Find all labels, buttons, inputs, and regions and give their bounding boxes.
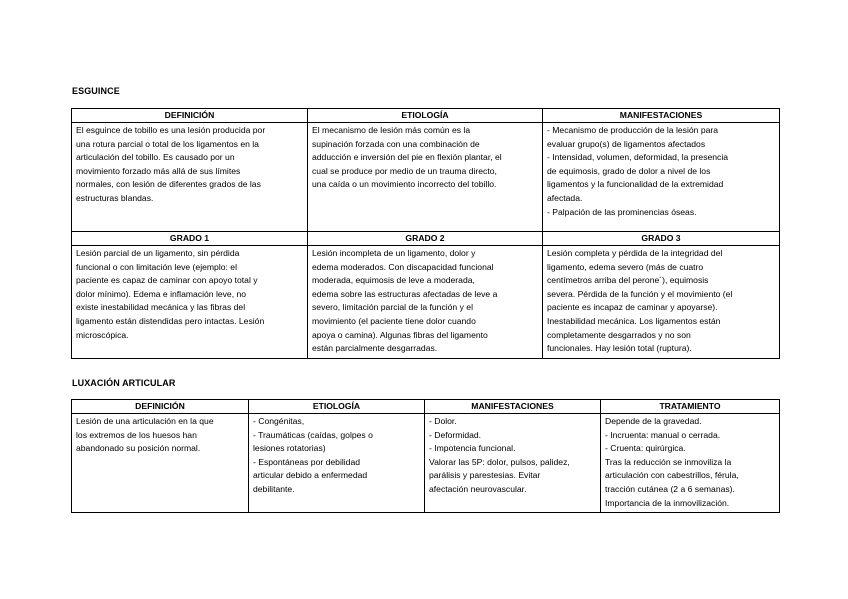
text-line: funcional o con limitación leve (ejemplo: el — [76, 261, 237, 272]
text-line: - Traumáticas (caídas, golpes o — [253, 429, 373, 440]
text-line: paciente es incapaz de caminar y apoyarse). — [547, 302, 718, 313]
text-line: afectación neurovascular. — [429, 483, 527, 494]
text-line: articulación con cabestrillos, férula, — [605, 470, 739, 481]
text-line: articulación del tobillo. Es causado por un — [76, 152, 235, 163]
section-title-luxacion: LUXACIÓN ARTICULAR — [72, 378, 176, 388]
text-line: paciente es capaz de caminar con apoyo total y — [76, 275, 258, 286]
cell-grado-1 — [72, 246, 308, 359]
cell-grado-3 — [543, 246, 780, 359]
col-header-manifestaciones: MANIFESTACIONES — [425, 400, 601, 414]
text-line: ligamento están distendidas pero intactas. Lesión — [76, 315, 265, 326]
text-line: - Dolor. — [429, 416, 457, 426]
text-line: una rotura parcial o total de los ligamentos en la — [76, 138, 259, 149]
text-line: Lesión incompleta de un ligamento, dolor y — [312, 248, 476, 258]
text-line: los extremos de los huesos han — [76, 429, 197, 440]
text-line: Lesión de una articulación en la que — [76, 416, 214, 426]
text-line: Lesión parcial de un ligamento, sin pérdida — [76, 248, 240, 258]
text-line: estructuras blandas. — [76, 192, 154, 203]
text-line: una caída o un movimiento incorrecto del tobillo. — [312, 179, 497, 190]
text-line: - Cruenta: quirúrgica. — [605, 443, 686, 454]
text-line: debilitante. — [253, 483, 295, 494]
col-header-definicion: DEFINICIÓN — [72, 109, 308, 123]
text-line: tracción cutánea (2 a 6 semanas). — [605, 483, 735, 494]
text-line: Depende de la gravedad. — [605, 416, 702, 426]
text-line: ligamentos y la funcionalidad de la extremidad — [547, 179, 724, 190]
cell-etiologia — [308, 123, 543, 232]
text-line: abandonado su posición normal. — [76, 443, 201, 454]
text-line: El mecanismo de lesión más común es la — [312, 125, 471, 135]
cell-definicion — [72, 123, 308, 232]
text-line: moderada, equimosis de leve a moderada, — [312, 275, 475, 286]
text-line: severo, limitación parcial de la función y el — [312, 302, 473, 313]
text-line: apoya o camina). Algunas fibras del ligamento — [312, 329, 488, 340]
cell-definicion — [72, 414, 249, 513]
text-line: edema moderados. Con discapacidad funcional — [312, 261, 494, 272]
text-line: dolor mínimo). Edema e inflamación leve, no — [76, 288, 247, 299]
text-line: ligamento, edema severo (más de cuatro — [547, 261, 704, 272]
text-line: severa. Pérdida de la función y el movimiento (el — [547, 288, 733, 299]
text-line: edema sobre las estructuras afectadas de leve a — [312, 288, 498, 299]
text-line: lesiones rotatorias) — [253, 443, 326, 454]
text-line: - Espontáneas por debilidad — [253, 456, 361, 467]
text-line: parálisis y parestesias. Evitar — [429, 470, 541, 481]
text-line: - Incruenta: manual o cerrada. — [605, 429, 721, 440]
col-header-grado-3: GRADO 3 — [543, 232, 780, 246]
col-header-manifestaciones: MANIFESTACIONES — [543, 109, 780, 123]
text-line: - Intensidad, volumen, deformidad, la presencia — [547, 152, 729, 163]
text-line: Inestabilidad mecánica. Los ligamentos están — [547, 315, 721, 326]
text-line: cual se produce por medio de un trauma directo, — [312, 165, 497, 176]
text-line: - Congénitas, — [253, 416, 305, 426]
text-line: - Impotencia funcional. — [429, 443, 516, 454]
text-line: adducción e inversión del pie en flexión plantar, el — [312, 152, 502, 163]
text-line: evaluar grupo(s) de ligamentos afectados — [547, 138, 706, 149]
esguince-table — [71, 108, 780, 359]
cell-manifestaciones — [543, 123, 780, 232]
cell-grado-2 — [308, 246, 543, 359]
col-header-etiologia: ETIOLOGÍA — [308, 109, 543, 123]
col-header-grado-1: GRADO 1 — [72, 232, 308, 246]
text-line: están parcialmente desgarradas. — [312, 343, 438, 354]
luxacion-table — [71, 399, 780, 513]
text-line: supinación forzada con una combinación de — [312, 138, 480, 149]
text-line: Lesión completa y pérdida de la integridad del — [547, 248, 723, 258]
section-title-esguince: ESGUINCE — [72, 86, 120, 96]
text-line: funcionales. Hay lesión total (ruptura). — [547, 343, 692, 354]
cell-etiologia — [249, 414, 425, 513]
cell-manifestaciones — [425, 414, 601, 513]
text-line: movimiento forzado más allá de sus límites — [76, 165, 241, 176]
text-line: Valorar las 5P: dolor, pulsos, palidez, — [429, 456, 570, 467]
text-line: - Deformidad. — [429, 429, 482, 440]
text-line: normales, con lesión de diferentes grados de las — [76, 179, 261, 190]
text-line: - Mecanismo de producción de la lesión para — [547, 125, 719, 135]
text-line: El esguince de tobillo es una lesión producida por — [76, 125, 266, 135]
text-line: completamente desgarrados y no son — [547, 329, 691, 340]
cell-tratamiento — [601, 414, 780, 513]
text-line: movimiento (el paciente tiene dolor cuando — [312, 315, 476, 326]
text-line: Importancia de la inmovilización. — [605, 497, 730, 508]
text-line: articular debido a enfermedad — [253, 470, 368, 481]
col-header-tratamiento: TRATAMIENTO — [601, 400, 780, 414]
text-line: - Palpación de las prominencias óseas. — [547, 206, 697, 217]
col-header-definicion: DEFINICIÓN — [72, 400, 249, 414]
text-line: de equimosis, grado de dolor a nivel de los — [547, 165, 711, 176]
col-header-grado-2: GRADO 2 — [308, 232, 543, 246]
text-line: centímetros arriba del perone´), equimosis — [547, 275, 709, 286]
text-line: afectada. — [547, 192, 583, 203]
text-line: Tras la reducción se inmoviliza la — [605, 456, 732, 467]
text-line: existe inestabilidad mecánica y las fibras del — [76, 302, 246, 313]
col-header-etiologia: ETIOLOGÍA — [249, 400, 425, 414]
text-line: microscópica. — [76, 329, 129, 340]
